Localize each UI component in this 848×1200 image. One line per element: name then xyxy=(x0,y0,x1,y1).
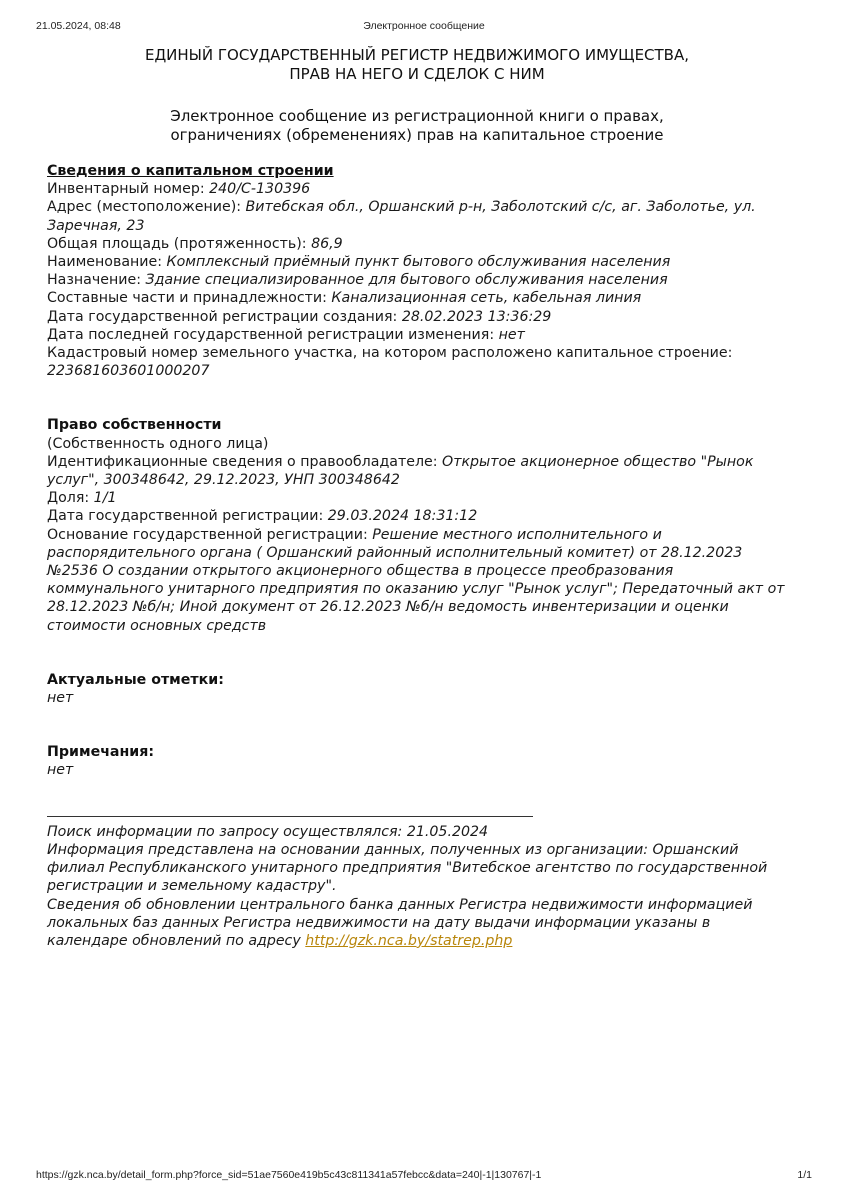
field-last-change-date xyxy=(47,326,787,344)
document-subtitle-line1: Электронное сообщение из регистрационной книги о правах, xyxy=(170,107,664,125)
field-registration-date xyxy=(47,507,787,525)
print-datetime: 21.05.2024, 08:48 xyxy=(36,20,121,32)
document-subtitle-line2: ограничениях (обременениях) прав на капитальное строение xyxy=(170,126,664,144)
footer-divider xyxy=(47,816,533,817)
field-value: Витебская обл., Оршанский р-н, Заболотский с/с, аг. Заболотье, ул. Заречная, 23 xyxy=(47,199,756,234)
field-label: Кадастровый номер земельного участка, на котором расположено капитальное строение: xyxy=(47,345,733,362)
building-section xyxy=(47,162,787,380)
print-title: Электронное сообщение xyxy=(363,20,485,32)
statrep-link[interactable]: http://gzk.nca.by/statrep.php xyxy=(305,932,513,949)
field-registration-basis xyxy=(47,526,787,635)
field-label: Инвентарный номер: xyxy=(47,181,210,198)
field-label: Назначение: xyxy=(47,272,146,289)
field-label: Идентификационные сведения о правообладателе: xyxy=(47,453,443,470)
field-label: Доля: xyxy=(47,490,94,507)
ownership-heading: Право собственности xyxy=(47,417,222,434)
print-url: https://gzk.nca.by/detail_form.php?force_sid=51ae7560e419b5c43c811341a57febcc&data=240|-1|130767|-1 xyxy=(36,1169,542,1181)
ownership-section xyxy=(47,416,787,634)
document-subtitle xyxy=(47,107,787,145)
marks-heading: Актуальные отметки: xyxy=(47,671,224,688)
field-label: Наименование: xyxy=(47,254,167,271)
print-footer xyxy=(36,1169,812,1183)
field-name xyxy=(47,253,787,271)
field-label: Основание государственной регистрации: xyxy=(47,526,373,543)
field-inventory-number xyxy=(47,180,787,198)
marks-value: нет xyxy=(47,690,74,707)
notes-heading: Примечания: xyxy=(47,744,155,761)
field-label: Адрес (местоположение): xyxy=(47,199,246,216)
field-value: нет xyxy=(498,326,525,343)
field-rightholder xyxy=(47,453,787,489)
building-heading: Сведения о капитальном строении xyxy=(47,163,334,179)
field-value: Открытое акционерное общество "Рынок услуг", 300348642, 29.12.2023, УНП 300348642 xyxy=(47,453,754,489)
field-value: 1/1 xyxy=(93,490,117,507)
document-body xyxy=(47,46,787,950)
field-value: 29.03.2024 18:31:12 xyxy=(327,508,478,525)
field-share xyxy=(47,489,787,507)
page-number: 1/1 xyxy=(797,1169,812,1181)
field-value: Комплексный приёмный пункт бытового обслуживания населения xyxy=(166,254,671,271)
ownership-type: (Собственность одного лица) xyxy=(47,435,269,452)
field-purpose xyxy=(47,271,787,289)
source-info-note: Информация представлена на основании данных, полученных из организации: Оршанский филиал Республиканского унитарного предприятия "Витебское агентство по государственной регистрации и земельному кадастру". xyxy=(47,841,768,895)
update-info-note xyxy=(47,896,787,951)
search-date-note: Поиск информации по запросу осуществлялся: 21.05.2024 xyxy=(47,823,489,840)
field-creation-date xyxy=(47,308,787,326)
footer-notes xyxy=(47,823,787,950)
field-value: 240/C-130396 xyxy=(209,181,311,198)
field-value: 28.02.2023 13:36:29 xyxy=(401,308,552,325)
update-info-text: Сведения об обновлении центрального банка данных Регистра недвижимости информацией локальных баз данных Регистра недвижимости на дату выдачи информации указаны в календаре обновлений по адресу xyxy=(47,896,753,949)
field-cadastral-number xyxy=(47,344,787,380)
document-title xyxy=(47,46,787,84)
field-label: Составные части и принадлежности: xyxy=(47,290,332,307)
document-title-line2: ПРАВ НА НЕГО И СДЕЛОК С НИМ xyxy=(289,65,545,83)
field-label: Дата государственной регистрации: xyxy=(47,508,328,525)
field-address xyxy=(47,198,787,234)
print-header xyxy=(36,20,812,34)
field-label: Дата последней государственной регистрации изменения: xyxy=(47,326,499,343)
field-value: Здание специализированное для бытового обслуживания населения xyxy=(145,272,668,289)
field-components xyxy=(47,289,787,307)
field-value: Канализационная сеть, кабельная линия xyxy=(331,290,642,307)
document-title-line1: ЕДИНЫЙ ГОСУДАРСТВЕННЫЙ РЕГИСТР НЕДВИЖИМОГО ИМУЩЕСТВА, xyxy=(144,46,690,64)
notes-value: нет xyxy=(47,762,74,779)
marks-section xyxy=(47,671,787,707)
field-label: Дата государственной регистрации создания: xyxy=(47,308,402,325)
field-value: Решение местного исполнительного и распорядительного органа ( Оршанский районный исполнительный комитет) от 28.12.2023 №2536 О создании открытого акционерного общества в процессе преобразования коммунального унитарного предприятия по оказанию услуг "Рынок услуг"; Передаточный акт от 28.12.2023 №б/н; Иной документ от 26.12.2023 №б/н ведомость инвентеризации и оценки стоимости основных средств xyxy=(47,526,785,634)
field-value: 86,9 xyxy=(311,235,343,252)
field-value: 223681603601000207 xyxy=(47,363,210,380)
field-area xyxy=(47,235,787,253)
field-label: Общая площадь (протяженность): xyxy=(47,235,312,252)
notes-section xyxy=(47,743,787,779)
